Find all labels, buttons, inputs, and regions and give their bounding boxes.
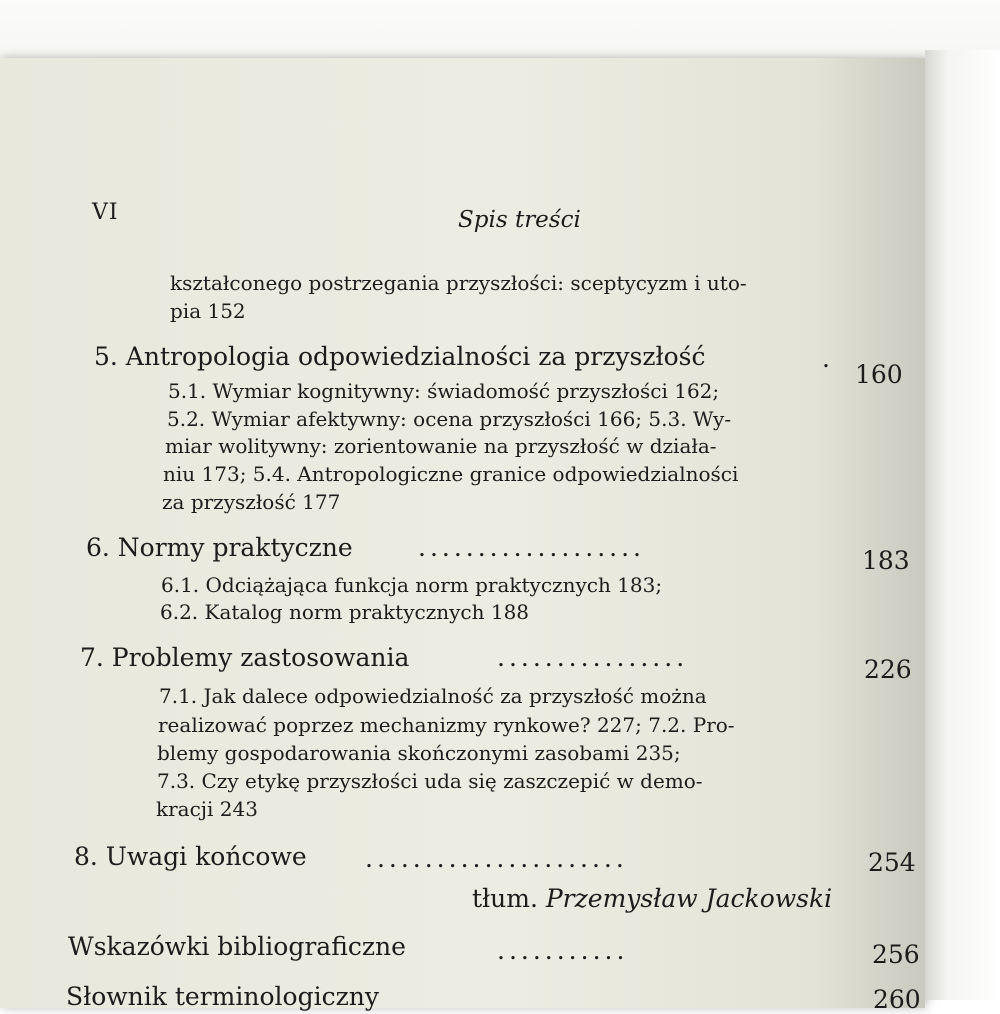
chapter-6-title: 6. Normy praktyczne (86, 533, 353, 562)
glossary-page: 260 (873, 985, 921, 1014)
chapter-7-leader: ................ (497, 643, 689, 672)
chapter-8-page: 254 (868, 848, 916, 877)
chapter-6-leader: ................... (418, 533, 645, 562)
chapter-6-sub-line-1: 6.1. Odciążająca funkcja norm praktycznych 183; (161, 573, 663, 597)
chapter-8-title: 8. Uwagi końcowe (74, 842, 307, 871)
chapter-6-sub-line-2: 6.2. Katalog norm praktycznych 188 (160, 600, 530, 624)
chapter-5-title: 5. Antropologia odpowiedzialności za przyszłość (94, 342, 706, 371)
chapter-5-sub-line-4: niu 173; 5.4. Antropologiczne granice odpowiedzialności (163, 462, 739, 486)
chapter-5-leader: . (822, 344, 830, 373)
translator-credit (472, 884, 832, 913)
translator-name: Przemysław Jackowski (545, 884, 833, 913)
bibliography-title: Wskazówki bibliograficzne (68, 932, 406, 961)
running-title: Spis treści (458, 207, 581, 233)
running-page-number: VI (92, 200, 119, 225)
bibliography-page: 256 (872, 940, 920, 969)
chapter-7-sub-line-4: 7.3. Czy etykę przyszłości uda się zaszczepić w demo- (157, 769, 703, 793)
chapter-5-sub-line-5: za przyszłość 177 (162, 490, 341, 514)
chapter-7-page: 226 (864, 655, 912, 684)
chapter-7-sub-line-1: 7.1. Jak dalece odpowiedzialność za przyszłość można (159, 684, 707, 708)
chapter-5-sub-line-3: miar wolitywny: zorientowanie na przyszłość w działa- (165, 434, 717, 458)
chapter-7-sub-line-5: kracji 243 (156, 797, 258, 821)
chapter-5-sub-line-1: 5.1. Wymiar kognitywny: świadomość przyszłości 162; (168, 379, 720, 403)
page-stack-edge (925, 50, 1000, 1000)
continuation-line-1: kształconego postrzegania przyszłości: sceptycyzm i uto- (170, 271, 747, 295)
chapter-6-page: 183 (862, 546, 910, 575)
chapter-5-sub-line-2: 5.2. Wymiar afektywny: ocena przyszłości 166; 5.3. Wy- (167, 407, 732, 431)
translator-prefix: tłum. (472, 884, 538, 913)
chapter-5-page: 160 (855, 360, 903, 389)
chapter-7-sub-line-2: realizować poprzez mechanizmy rynkowe? 227; 7.2. Pro- (158, 713, 735, 737)
chapter-7-sub-line-3: blemy gospodarowania skończonymi zasobami 235; (157, 741, 681, 765)
continuation-line-2: pia 152 (170, 299, 246, 323)
chapter-8-leader: ...................... (365, 844, 628, 873)
bibliography-leader: ........... (497, 936, 629, 965)
chapter-7-title: 7. Problemy zastosowania (80, 643, 410, 672)
glossary-title: Słownik terminologiczny (66, 982, 379, 1011)
